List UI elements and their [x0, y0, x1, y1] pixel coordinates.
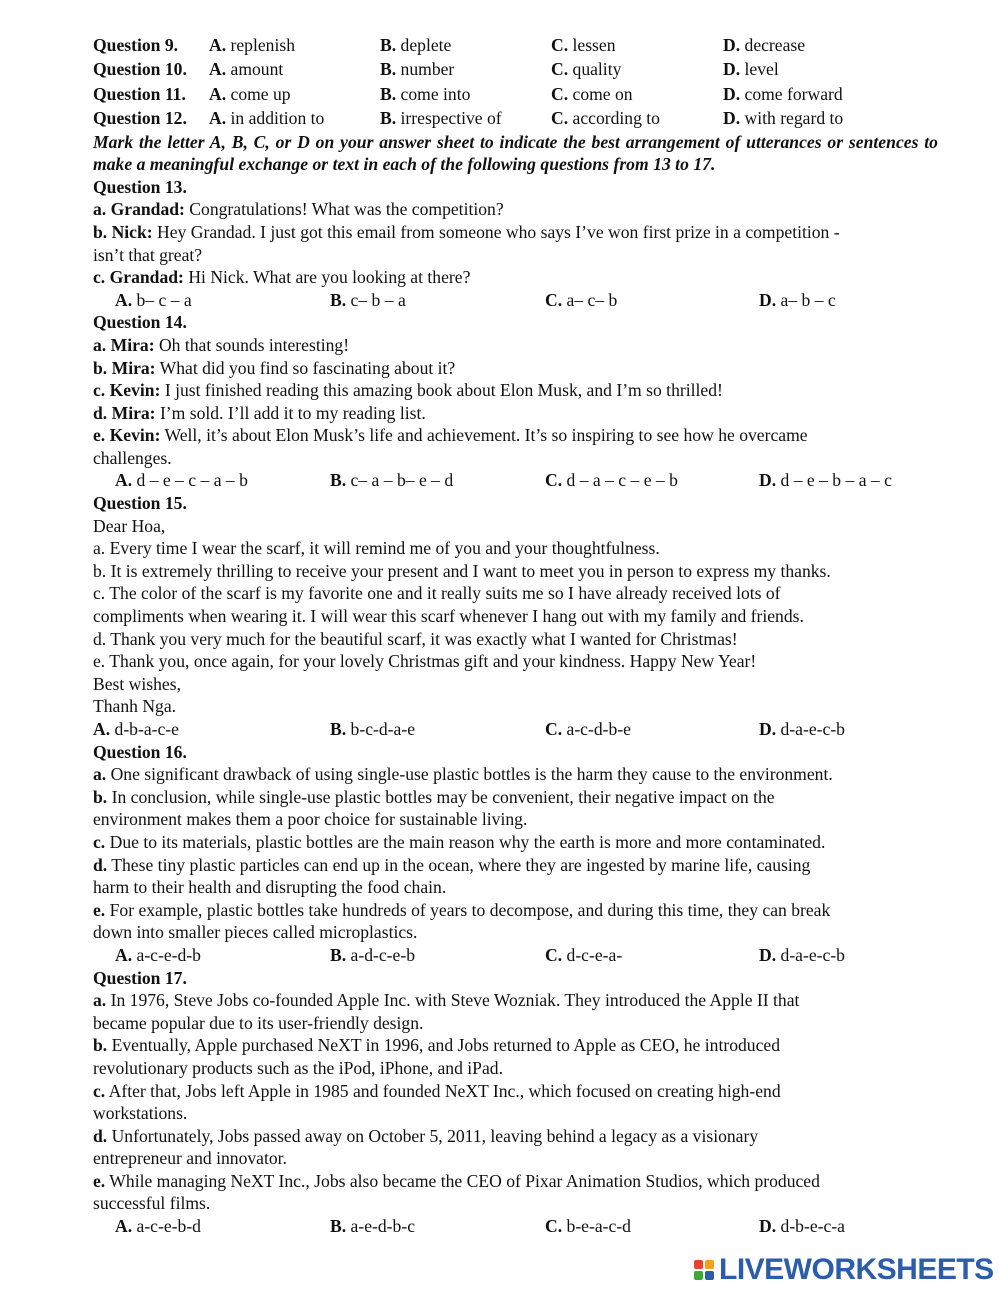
dialogue-line: a. Grandad: Congratulations! What was the competition? [93, 199, 504, 220]
option-a[interactable]: A. replenish [209, 35, 296, 55]
option-c[interactable]: C. come on [551, 83, 633, 104]
sentence-line: down into smaller pieces called microplastics. [93, 922, 418, 943]
option-a[interactable]: A. in addition to [209, 108, 325, 129]
dialogue-line: d. Mira: I’m sold. I’ll add it to my reading list. [93, 402, 426, 423]
option-d[interactable]: D. level [723, 59, 779, 80]
letter-line: a. Every time I wear the scarf, it will remind me of you and your thoughtfulness. [93, 538, 660, 559]
question-14 [93, 311, 938, 492]
option-b[interactable]: B. a-d-c-e-b [330, 944, 416, 965]
dialogue-line: e. Kevin: Well, it’s about Elon Musk’s life and achievement. It’s so inspiring to see how he overcame [93, 425, 808, 446]
question-number: Question 12. [93, 108, 187, 129]
sentence-line: d. Unfortunately, Jobs passed away on October 5, 2011, leaving behind a legacy as a visionary [93, 1125, 759, 1146]
question-9-row [93, 33, 938, 57]
instruction-text: Mark the letter A, B, C, or D on your answer sheet to indicate the best arrangement of utterances or sentences to make a meaningful exchange or text in each of the following questions from 13 to 17. [93, 131, 938, 175]
letter-line: b. It is extremely thrilling to receive your present and I want to meet you in person to express my thanks. [93, 560, 831, 581]
dialogue-line: b. Nick: Hey Grandad. I just got this email from someone who says I’ve won first prize in a competition - [93, 221, 840, 242]
liveworksheets-logo [694, 1253, 994, 1287]
sentence-line: revolutionary products such as the iPod, iPhone, and iPad. [93, 1057, 503, 1078]
option-a[interactable]: A. a-c-e-d-b [115, 944, 201, 965]
question-12-row [93, 106, 938, 130]
letter-line: c. The color of the scarf is my favorite one and it really suits me so I have already received lots of [93, 583, 781, 604]
option-d[interactable]: D. a– b – c [759, 289, 836, 310]
sentence-line: c. After that, Jobs left Apple in 1985 and founded NeXT Inc., which focused on creating high-end [93, 1080, 781, 1101]
dialogue-line: c. Kevin: I just finished reading this amazing book about Elon Musk, and I’m so thrilled! [93, 380, 723, 401]
sentence-line: e. While managing NeXT Inc., Jobs also became the CEO of Pixar Animation Studios, which produced [93, 1170, 820, 1191]
option-d[interactable]: D. decrease [723, 35, 806, 55]
dialogue-line: isn’t that great? [93, 244, 203, 265]
option-b[interactable]: B. irrespective of [380, 108, 502, 129]
option-d[interactable]: D. with regard to [723, 108, 844, 129]
answer-options [93, 718, 938, 741]
sentence-line: workstations. [93, 1103, 188, 1124]
question-title: Question 16. [93, 741, 187, 762]
question-11-row [93, 82, 938, 106]
sentence-line: successful films. [93, 1193, 211, 1214]
sentence-line: b. Eventually, Apple purchased NeXT in 1996, and Jobs returned to Apple as CEO, he introduced [93, 1035, 781, 1056]
option-b[interactable]: B. number [380, 59, 455, 80]
sentence-line: entrepreneur and innovator. [93, 1148, 287, 1169]
option-c[interactable]: C. d-c-e-a- [545, 944, 623, 965]
letter-line: compliments when wearing it. I will wear this scarf whenever I hang out with my family and friends. [93, 606, 804, 627]
sentence-line: d. These tiny plastic particles can end up in the ocean, where they are ingested by marine life, causing [93, 854, 811, 875]
question-number: Question 9. [93, 35, 179, 55]
dialogue-line: challenges. [93, 447, 172, 468]
option-c[interactable]: C. a-c-d-b-e [545, 719, 631, 739]
answer-options [93, 469, 938, 492]
option-c[interactable]: C. quality [551, 59, 622, 80]
question-title: Question 13. [93, 176, 187, 197]
letter-line: e. Thank you, once again, for your lovely Christmas gift and your kindness. Happy New Year! [93, 651, 757, 672]
question-title: Question 17. [93, 967, 187, 988]
option-a[interactable]: A. d-b-a-c-e [93, 719, 179, 739]
option-d[interactable]: D. d – e – b – a – c [759, 470, 892, 491]
option-b[interactable]: B. c– a – b– e – d [330, 470, 454, 491]
sentence-line: e. For example, plastic bottles take hundreds of years to decompose, and during this time, they can break [93, 899, 831, 920]
option-a[interactable]: A. d – e – c – a – b [115, 470, 248, 491]
option-b[interactable]: B. deplete [380, 35, 452, 55]
question-13 [93, 176, 938, 312]
option-b[interactable]: B. b-c-d-a-e [330, 719, 416, 739]
dialogue-line: b. Mira: What did you find so fascinating about it? [93, 357, 456, 378]
option-d[interactable]: D. come forward [723, 83, 843, 104]
option-b[interactable]: B. a-e-d-b-c [330, 1216, 416, 1237]
question-number: Question 11. [93, 83, 186, 104]
question-15 [93, 492, 938, 741]
option-c[interactable]: C. b-e-a-c-d [545, 1216, 631, 1237]
sentence-line: a. In 1976, Steve Jobs co-founded Apple Inc. with Steve Wozniak. They introduced the Apple II that [93, 990, 800, 1011]
question-number: Question 10. [93, 59, 187, 80]
question-title: Question 15. [93, 493, 187, 514]
option-a[interactable]: A. b– c – a [115, 289, 192, 310]
sentence-line: became popular due to its user-friendly design. [93, 1012, 424, 1033]
question-title: Question 14. [93, 312, 187, 333]
option-c[interactable]: C. a– c– b [545, 289, 618, 310]
letter-line: d. Thank you very much for the beautiful scarf, it was exactly what I wanted for Christmas! [93, 628, 738, 649]
sentence-line: a. One significant drawback of using single-use plastic bottles is the harm they cause to the environment. [93, 764, 833, 785]
option-d[interactable]: D. d-a-e-c-b [759, 719, 845, 739]
sentence-line: environment makes them a poor choice for sustainable living. [93, 809, 528, 830]
worksheet-document [93, 33, 938, 1238]
option-b[interactable]: B. c– b – a [330, 289, 406, 310]
option-a[interactable]: A. amount [209, 59, 284, 80]
dialogue-line: c. Grandad: Hi Nick. What are you looking at there? [93, 267, 471, 288]
answer-options [93, 289, 938, 312]
letter-line: Dear Hoa, [93, 515, 166, 536]
option-b[interactable]: B. come into [380, 83, 471, 104]
sentence-line: b. In conclusion, while single-use plastic bottles may be convenient, their negative impact on the [93, 786, 775, 807]
question-10-row [93, 57, 938, 81]
option-c[interactable]: C. lessen [551, 35, 616, 55]
sentence-line: harm to their health and disrupting the food chain. [93, 877, 447, 898]
letter-line: Best wishes, [93, 673, 181, 694]
option-a[interactable]: A. come up [209, 83, 291, 104]
option-d[interactable]: D. d-a-e-c-b [759, 944, 845, 965]
question-17 [93, 967, 938, 1238]
option-a[interactable]: A. a-c-e-b-d [115, 1216, 201, 1237]
answer-options [93, 1215, 938, 1238]
letter-line: Thanh Nga. [93, 696, 177, 717]
sentence-line: c. Due to its materials, plastic bottles are the main reason why the earth is more and more contaminated. [93, 831, 826, 852]
answer-options [93, 944, 938, 967]
liveworksheets-logo-icon [694, 1256, 716, 1284]
option-c[interactable]: C. d – a – c – e – b [545, 470, 678, 491]
question-16 [93, 741, 938, 967]
vocab-questions [93, 33, 938, 131]
dialogue-line: a. Mira: Oh that sounds interesting! [93, 334, 350, 355]
option-d[interactable]: D. d-b-e-c-a [759, 1216, 845, 1237]
logo-text: LIVEWORKSHEETS [719, 1253, 994, 1286]
option-c[interactable]: C. according to [551, 108, 660, 129]
